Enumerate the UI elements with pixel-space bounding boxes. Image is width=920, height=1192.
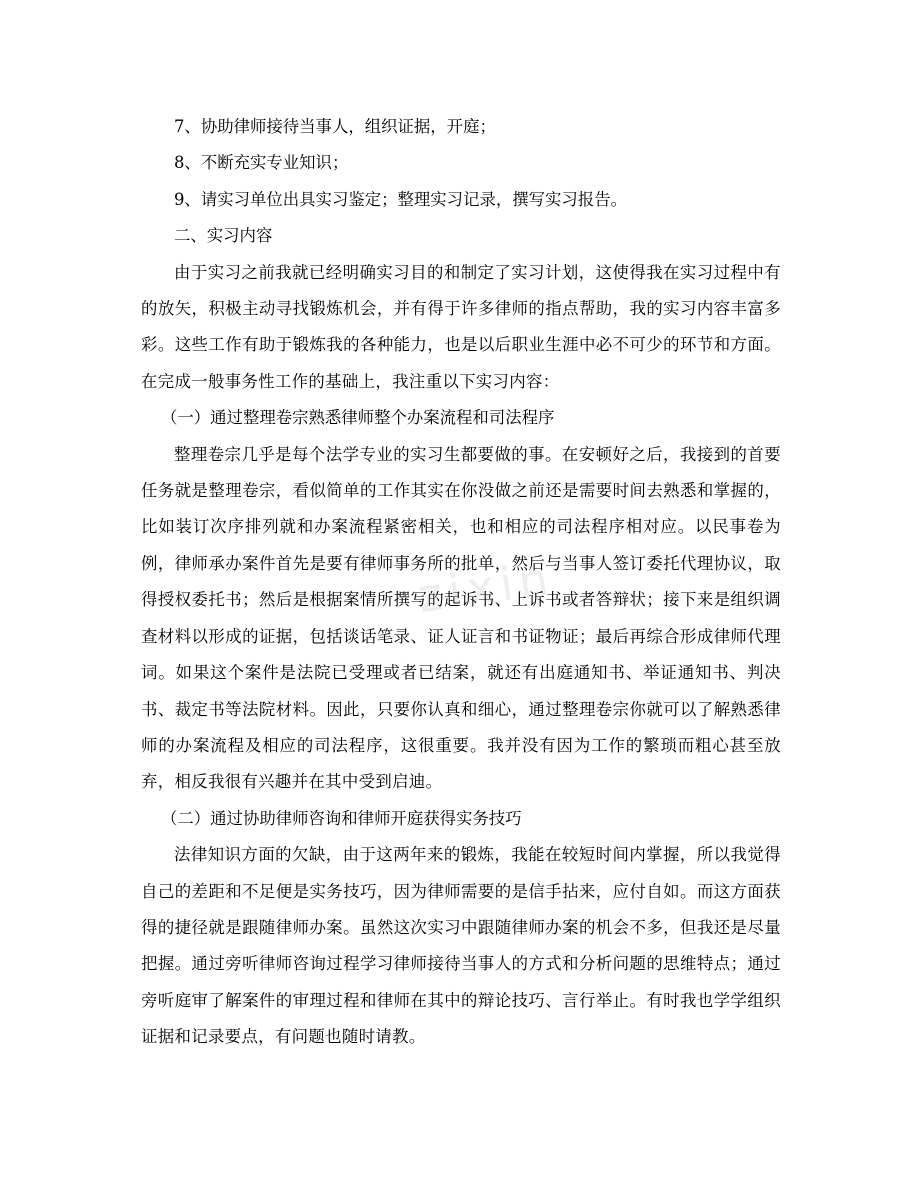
list-item-8: 8、不断充实专业知识； [174, 153, 349, 173]
list-item-9: 9、请实习单位出具实习鉴定；整理实习记录，撰写实习报告。 [174, 189, 627, 209]
section-heading: 二、实习内容 [174, 226, 273, 246]
sub-heading-2: （二）通过协助律师咨询和律师开庭获得实务技巧 [161, 808, 522, 828]
watermark: zixin [414, 550, 558, 624]
document-body [141, 109, 781, 1056]
sub-heading-1: （一）通过整理卷宗熟悉律师整个办案流程和司法程序 [161, 408, 555, 428]
intro-paragraph: 由于实习之前我就已经明确实习目的和制定了实习计划，这使得我在实习过程中有的放矢，积极主动寻找锻炼机会，并有得于许多律师的指点帮助，我的实习内容丰富多彩。这些工作有助于锻炼我的各种能力，也是以后职业生涯中必不可少的环节和方面。在完成一般事务性工作的基础上，我注重以下实习内容： [141, 262, 781, 391]
paragraph-1: 整理卷宗几乎是每个法学专业的实习生都要做的事。在安顿好之后，我接到的首要任务就是整理卷宗，看似简单的工作其实在你没做之前还是需要时间去熟悉和掌握的，比如装订次序排列就和办案流程紧密相关，也和相应的司法程序相对应。以民事卷为例，律师承办案件首先是要有律师事务所的批单，然后与当事人签订委托代理协议，取得授权委托书；然后是根据案情所撰写的起诉书、上诉书或者答辩状；接下来是组织调查材料以形成的证据，包括谈话笔录、证人证言和书证物证；最后再综合形成律师代理词。如果这个案件是法院已受理或者已结案，就还有出庭通知书、举证通知书、判决书、裁定书等法院材料。因此，只要你认真和细心，通过整理卷宗你就可以了解熟悉律师的办案流程及相应的司法程序，这很重要。我并没有因为工作的繁琐而粗心甚至放弃，相反我很有兴趣并在其中受到启迪。 [141, 444, 781, 792]
list-item-7: 7、协助律师接待当事人，组织证据，开庭； [174, 117, 496, 136]
paragraph-2: 法律知识方面的欠缺，由于这两年来的锻炼，我能在较短时间内掌握，所以我觉得自己的差距和不足便是实务技巧，因为律师需要的是信手拈来，应付自如。而这方面获得的捷径就是跟随律师办案。虽然这次实习中跟随律师办案的机会不多，但我还是尽量把握。通过旁听律师咨询过程学习律师接待当事人的方式和分析问题的思维特点；通过旁听庭审了解案件的审理过程和律师在其中的辩论技巧、言行举止。有时我也学学组织证据和记录要点，有问题也随时请教。 [141, 845, 781, 1047]
